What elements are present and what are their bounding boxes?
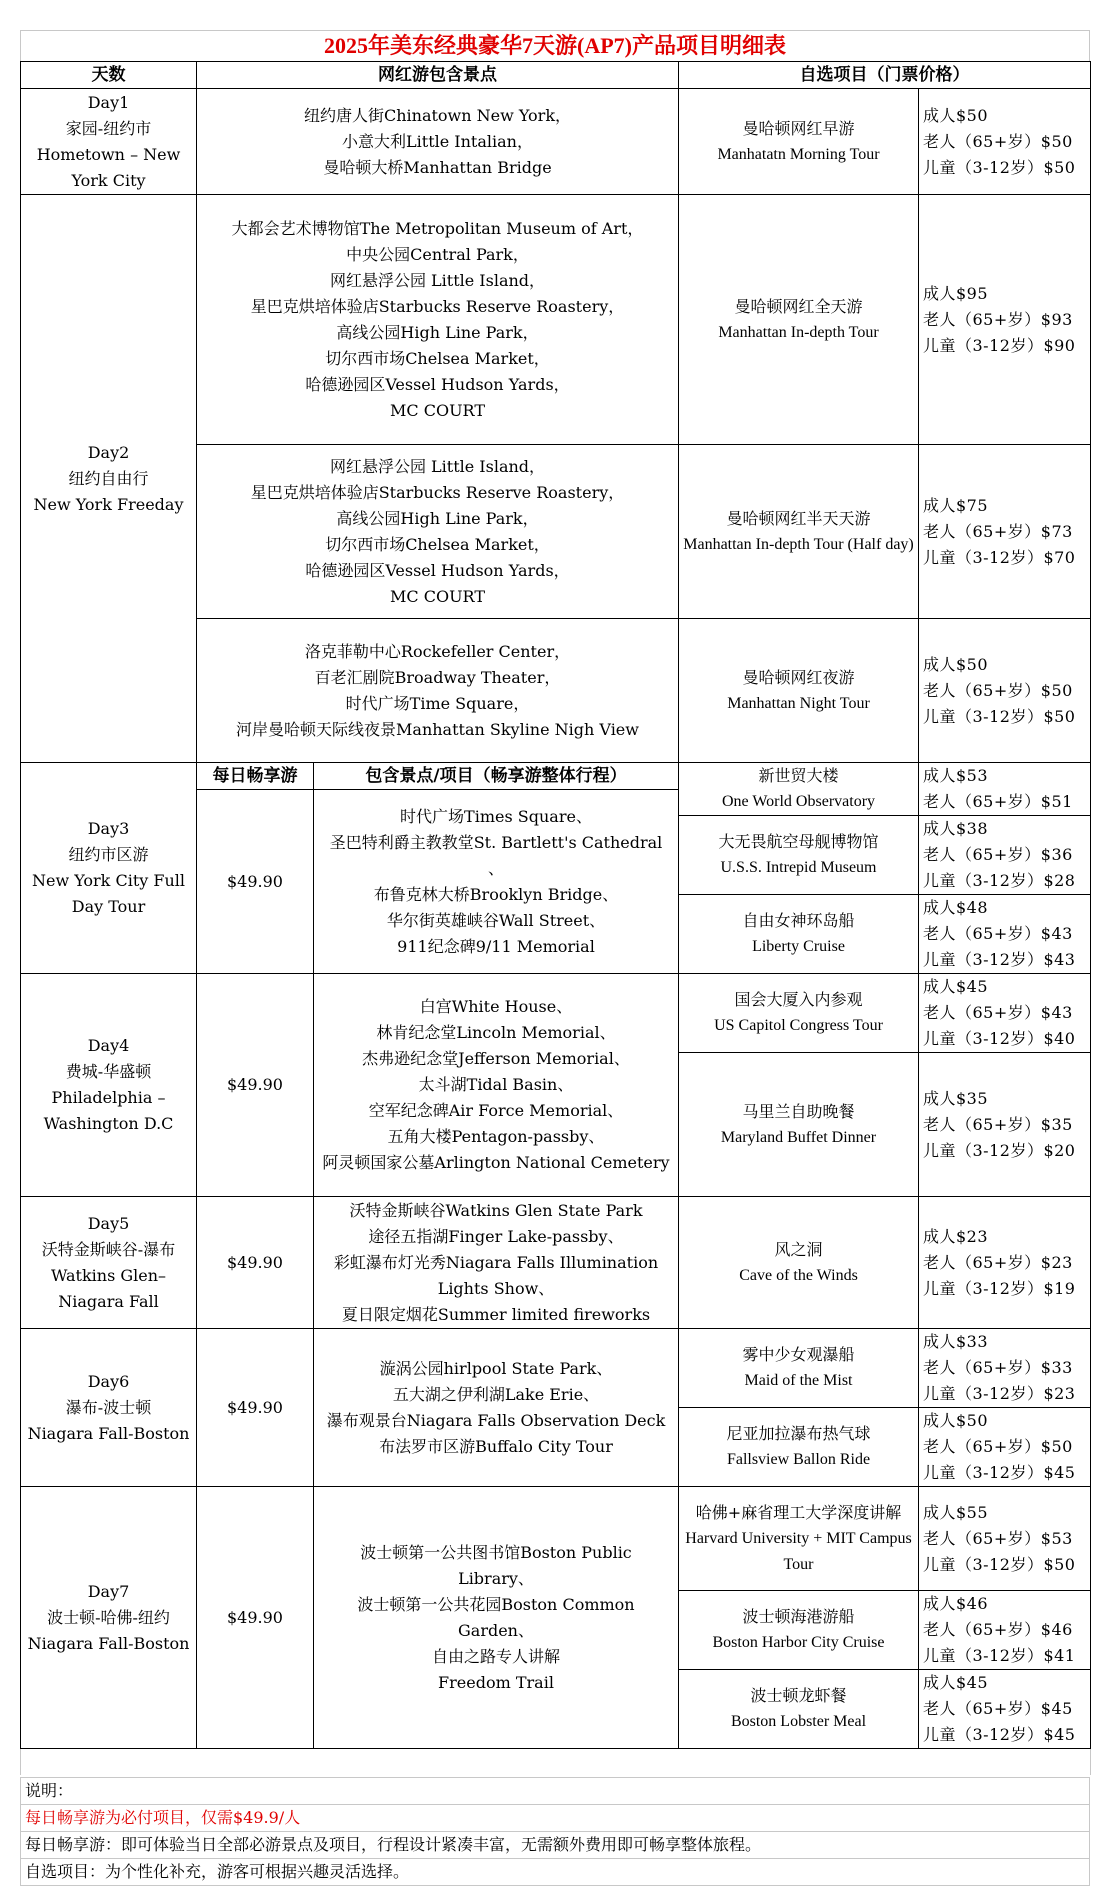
text-line: 圣巴特利爵主教教堂St. Bartlett's Cathedral — [329, 832, 663, 852]
text-line: 高线公园High Line Park， — [336, 322, 539, 342]
text-line: 成人$55 — [923, 1502, 989, 1522]
option-cell — [679, 445, 919, 619]
option-name-cn: 风之洞 — [774, 1239, 823, 1259]
ticket-prices — [919, 1329, 1091, 1408]
option-cell — [679, 974, 919, 1053]
day-cell — [21, 1197, 197, 1329]
text-line: 小意大利Little Intalian， — [342, 131, 533, 151]
text-line: 儿童（3-12岁）$23 — [923, 1384, 1076, 1403]
text-line: 儿童（3-12岁）$50 — [923, 706, 1076, 726]
text-line: 成人$75 — [923, 495, 989, 515]
option-name-en: Manhattan Night Tour — [727, 694, 870, 712]
text-line: 星巴克烘培体验店Starbucks Reserve Roastery， — [250, 482, 625, 502]
option-name-cn: 曼哈顿网红早游 — [742, 118, 855, 138]
text-line: Hometown – New — [36, 144, 181, 164]
text-line: 星巴克烘培体验店Starbucks Reserve Roastery， — [250, 296, 625, 316]
day1-row — [21, 89, 1091, 195]
blank-row — [21, 1749, 1091, 1776]
text-line: Garden、 — [458, 1620, 534, 1640]
text-line: 布法罗市区游Buffalo City Tour — [379, 1436, 613, 1456]
option-name-cn: 哈佛+麻省理工大学深度讲解 — [695, 1502, 902, 1522]
text-line: 成人$50 — [923, 1411, 989, 1430]
text-line: 费城-华盛顿 — [65, 1062, 152, 1081]
text-line: 百老汇剧院Broadway Theater， — [314, 667, 561, 687]
text-line: 成人$45 — [923, 1673, 989, 1692]
ticket-prices — [919, 1670, 1091, 1749]
ticket-prices — [919, 974, 1091, 1053]
header-spots: 网红游包含景点 — [197, 62, 679, 89]
text-line: 老人（65+岁）$33 — [923, 1358, 1073, 1377]
text-line: 时代广场Times Square、 — [400, 806, 592, 826]
text-line: 成人$50 — [923, 654, 989, 674]
option-cell — [679, 195, 919, 445]
ticket-prices — [919, 895, 1091, 974]
day-cell — [21, 195, 197, 763]
text-line: 华尔街英雄峡谷Wall Street、 — [386, 910, 606, 930]
spots-cell — [314, 1329, 679, 1487]
text-line: 五角大楼Pentagon-passby、 — [387, 1127, 605, 1146]
text-line: Philadelphia – — [51, 1088, 166, 1107]
option-cell — [679, 1487, 919, 1591]
ticket-prices — [919, 1053, 1091, 1197]
text-line: 网红悬浮公园 Little Island， — [329, 456, 546, 476]
ticket-prices — [919, 1591, 1091, 1670]
option-name-en: Cave of the Winds — [739, 1266, 858, 1284]
text-line: 成人$33 — [923, 1332, 989, 1351]
header-day: 天数 — [21, 62, 197, 89]
text-line: 、 — [487, 858, 504, 878]
text-line: Day5 — [87, 1213, 130, 1233]
text-line: 老人（65+岁）$45 — [923, 1699, 1073, 1718]
text-line: 老人（65+岁）$50 — [923, 1437, 1073, 1456]
text-line: Washington D.C — [43, 1114, 174, 1133]
ticket-prices — [919, 1408, 1091, 1487]
text-line: 老人（65+岁）$93 — [923, 309, 1073, 329]
option-name-cn: 波士顿海港游船 — [742, 1607, 855, 1626]
text-line: 瀑布观景台Niagara Falls Observation Deck — [326, 1410, 666, 1430]
option-name-cn: 尼亚加拉瀑布热气球 — [726, 1424, 871, 1443]
text-line: 沃特金斯峡谷Watkins Glen State Park — [349, 1200, 643, 1220]
option-name-en: Maryland Buffet Dinner — [720, 1128, 877, 1146]
text-line: Watkins Glen– — [50, 1265, 167, 1285]
spots-cell — [314, 974, 679, 1197]
text-line: Niagara Fall-Boston — [27, 1423, 190, 1443]
text-line: 儿童（3-12岁）$45 — [923, 1463, 1076, 1482]
ticket-prices — [919, 816, 1091, 895]
text-line: 漩涡公园hirlpool State Park、 — [379, 1358, 613, 1378]
option-cell — [679, 816, 919, 895]
text-line: 老人（65+岁）$51 — [923, 792, 1073, 811]
text-line: 五大湖之伊利湖Lake Erie、 — [392, 1384, 600, 1404]
text-line: 哈德逊园区Vessel Hudson Yards， — [305, 374, 570, 394]
day-cell — [21, 1487, 197, 1749]
daily-price: $49.90 — [197, 1329, 314, 1487]
ticket-prices — [919, 89, 1091, 195]
text-line: 彩虹瀑布灯光秀Niagara Falls Illumination — [333, 1252, 659, 1272]
text-line: 空军纪念碑Air Force Memorial、 — [368, 1101, 624, 1120]
text-line: 老人（65+岁）$23 — [923, 1252, 1073, 1272]
text-line: 老人（65+岁）$35 — [923, 1114, 1073, 1134]
text-line: Freedom Trail — [438, 1672, 554, 1692]
text-line: 成人$50 — [923, 105, 989, 125]
text-line: 林肯纪念堂Lincoln Memorial、 — [376, 1023, 616, 1042]
ticket-prices — [919, 763, 1091, 816]
day5-row — [21, 1197, 1091, 1329]
day-cell — [21, 763, 197, 974]
text-line: 高线公园High Line Park， — [336, 508, 539, 528]
spots-cell — [197, 619, 679, 763]
option-name-cn: 自由女神环岛船 — [742, 911, 855, 930]
text-line: 曼哈顿大桥Manhattan Bridge — [323, 157, 552, 177]
text-line: 成人$95 — [923, 283, 989, 303]
day4-row-a — [21, 974, 1091, 1053]
text-line: 成人$45 — [923, 977, 989, 996]
text-line: 911纪念碑9/11 Memorial — [397, 936, 595, 956]
text-line: Day4 — [87, 1036, 130, 1055]
text-line: 布鲁克林大桥Brooklyn Bridge、 — [373, 884, 619, 904]
text-line: 儿童（3-12岁）$50 — [923, 157, 1076, 177]
option-name-en: One World Observatory — [721, 793, 876, 810]
text-line: 儿童（3-12岁）$19 — [923, 1278, 1076, 1298]
text-line: 儿童（3-12岁）$28 — [923, 871, 1076, 890]
text-line: 夏日限定烟花Summer limited fireworks — [341, 1304, 651, 1324]
option-name-cn: 波士顿龙虾餐 — [750, 1686, 847, 1705]
text-line: 时代广场Time Square， — [345, 693, 530, 713]
text-line: 老人（65+岁）$50 — [923, 680, 1073, 700]
text-line: 瀑布-波士顿 — [65, 1397, 152, 1417]
text-line: Day Tour — [71, 897, 146, 916]
text-line: York City — [71, 170, 146, 190]
notes-label: 说明： — [20, 1777, 1090, 1805]
text-line: 大都会艺术博物馆The Metropolitan Museum of Art， — [231, 218, 644, 238]
option-cell — [679, 1053, 919, 1197]
daily-price: $49.90 — [197, 974, 314, 1197]
option-name-cn: 马里兰自助晚餐 — [742, 1101, 855, 1121]
notes — [20, 1777, 1090, 1886]
text-line: Lights Show、 — [437, 1278, 555, 1298]
text-line: 成人$53 — [923, 766, 989, 785]
text-line: Day1 — [87, 92, 130, 112]
text-line: 纽约市区游 — [68, 845, 149, 864]
text-line: 波士顿第一公共花园Boston Common — [357, 1594, 635, 1614]
option-cell — [679, 89, 919, 195]
ticket-prices — [919, 445, 1091, 619]
text-line: 儿童（3-12岁）$90 — [923, 335, 1076, 355]
option-name-cn: 新世贸大楼 — [758, 766, 839, 785]
spots-cell — [314, 790, 679, 974]
option-name-cn: 雾中少女观瀑船 — [742, 1345, 855, 1364]
text-line: 儿童（3-12岁）$43 — [923, 950, 1076, 969]
text-line: 白宫White House、 — [419, 997, 573, 1016]
text-line: New York City Full — [31, 871, 186, 890]
blank-cell — [21, 1749, 1091, 1776]
notes-daily: 每日畅享游：即可体验当日全部必游景点及项目，行程设计紧凑丰富，无需额外费用即可畅享整体旅程。 — [20, 1832, 1090, 1859]
text-line: MC COURT — [390, 400, 485, 420]
text-line: 儿童（3-12岁）$40 — [923, 1029, 1076, 1048]
ticket-prices — [919, 195, 1091, 445]
option-name-cn: 曼哈顿网红夜游 — [742, 667, 855, 687]
text-line: 沃特金斯峡谷-瀑布 — [41, 1239, 176, 1259]
spots-cell — [314, 1487, 679, 1749]
text-line: 波士顿第一公共图书馆Boston Public — [360, 1542, 632, 1562]
text-line: 波士顿-哈佛-纽约 — [47, 1607, 170, 1627]
option-name-en: Boston Harbor City Cruise — [712, 1634, 885, 1651]
notes-optional: 自选项目：为个性化补充，游客可根据兴趣灵活选择。 — [20, 1859, 1090, 1886]
text-line: 儿童（3-12岁）$45 — [923, 1725, 1076, 1744]
option-name-en: Fallsview Ballon Ride — [726, 1451, 871, 1468]
option-name-cn: 曼哈顿网红半天天游 — [726, 508, 871, 528]
day-cell — [21, 89, 197, 195]
day-cell — [21, 1329, 197, 1487]
option-name-en: Harvard University + MIT Campus Tour — [685, 1529, 912, 1573]
option-cell — [679, 1408, 919, 1487]
option-name-en: Manhatatn Morning Tour — [717, 145, 880, 163]
text-line: Day2 — [87, 442, 130, 462]
text-line: 阿灵顿国家公墓Arlington National Cemetery — [322, 1153, 670, 1172]
option-name-en: U.S.S. Intrepid Museum — [720, 859, 877, 876]
text-line: 纽约唐人街Chinatown New York， — [303, 105, 572, 125]
daily-tour-header: 每日畅享游 — [197, 763, 314, 790]
text-line: 切尔西市场Chelsea Market， — [325, 534, 550, 554]
option-name-en: Manhattan In-depth Tour — [718, 323, 879, 341]
text-line: 途径五指湖Finger Lake-passby、 — [368, 1226, 624, 1246]
option-cell — [679, 1591, 919, 1670]
spots-cell — [197, 445, 679, 619]
spots-cell — [314, 1197, 679, 1329]
text-line: 网红悬浮公园 Little Island， — [329, 270, 546, 290]
text-line: 儿童（3-12岁）$70 — [923, 547, 1076, 567]
daily-price: $49.90 — [197, 790, 314, 974]
text-line: 老人（65+岁）$50 — [923, 131, 1073, 151]
day6-row-a — [21, 1329, 1091, 1408]
text-line: 哈德逊园区Vessel Hudson Yards， — [305, 560, 570, 580]
text-line: 成人$48 — [923, 898, 989, 917]
text-line: 老人（65+岁）$53 — [923, 1528, 1073, 1548]
ticket-prices — [919, 1197, 1091, 1329]
option-name-cn: 曼哈顿网红全天游 — [734, 296, 863, 316]
option-name-en: US Capitol Congress Tour — [714, 1017, 883, 1034]
text-line: 切尔西市场Chelsea Market， — [325, 348, 550, 368]
text-line: 老人（65+岁）$43 — [923, 924, 1073, 943]
day3-row-a — [21, 763, 1091, 790]
text-line: 成人$35 — [923, 1088, 989, 1108]
option-name-cn: 国会大厦入内参观 — [734, 990, 863, 1009]
option-cell — [679, 895, 919, 974]
daily-price: $49.90 — [197, 1197, 314, 1329]
text-line: 儿童（3-12岁）$50 — [923, 1554, 1076, 1574]
day7-row-a — [21, 1487, 1091, 1591]
option-name-en: Liberty Cruise — [752, 938, 845, 955]
ticket-prices — [919, 1487, 1091, 1591]
text-line: 自由之路专人讲解 — [431, 1646, 560, 1666]
text-line: 杰弗逊纪念堂Jefferson Memorial、 — [362, 1049, 630, 1068]
itinerary-sheet — [20, 30, 1090, 1886]
option-name-en: Boston Lobster Meal — [730, 1713, 867, 1730]
text-line: Day7 — [87, 1581, 130, 1601]
spots-cell — [197, 195, 679, 445]
option-name-en: Maid of the Mist — [744, 1372, 853, 1389]
text-line: 成人$38 — [923, 819, 989, 838]
option-cell — [679, 763, 919, 816]
page-title: 2025年美东经典豪华7天游(AP7)产品项目明细表 — [20, 30, 1090, 61]
text-line: 儿童（3-12岁）$41 — [923, 1646, 1076, 1665]
text-line: Niagara Fall-Boston — [27, 1633, 190, 1653]
text-line: 家园-纽约市 — [65, 118, 152, 138]
daily-content-header: 包含景点/项目（畅享游整体行程） — [314, 763, 679, 790]
option-name-cn: 大无畏航空母舰博物馆 — [718, 832, 879, 851]
text-line: Day6 — [87, 1371, 130, 1391]
text-line: MC COURT — [390, 586, 485, 606]
text-line: 洛克菲勒中心Rockefeller Center， — [304, 641, 571, 661]
spots-cell — [197, 89, 679, 195]
option-cell — [679, 1670, 919, 1749]
header-options: 自选项目（门票价格） — [679, 62, 1091, 89]
daily-price: $49.90 — [197, 1487, 314, 1749]
text-line: 儿童（3-12岁）$20 — [923, 1140, 1076, 1160]
day2-row-a — [21, 195, 1091, 445]
text-line: 河岸曼哈顿天际线夜景Manhattan Skyline Nigh View — [236, 719, 639, 739]
option-cell — [679, 1197, 919, 1329]
text-line: 老人（65+岁）$43 — [923, 1003, 1073, 1022]
text-line: 成人$46 — [923, 1594, 989, 1613]
option-name-en: Manhattan In-depth Tour (Half day) — [683, 535, 914, 553]
text-line: 太斗湖Tidal Basin、 — [418, 1075, 574, 1094]
ticket-prices — [919, 619, 1091, 763]
text-line: 老人（65+岁）$46 — [923, 1620, 1073, 1639]
header-row — [21, 62, 1091, 89]
text-line: Niagara Fall — [58, 1291, 159, 1311]
notes-required: 每日畅享游为必付项目，仅需$49.9/人 — [20, 1805, 1090, 1832]
text-line: 老人（65+岁）$73 — [923, 521, 1073, 541]
text-line: Day3 — [87, 819, 130, 838]
itinerary-table — [20, 61, 1091, 1775]
text-line: 成人$23 — [923, 1226, 989, 1246]
text-line: New York Freeday — [33, 494, 184, 514]
day-cell — [21, 974, 197, 1197]
text-line: 老人（65+岁）$36 — [923, 845, 1073, 864]
text-line: Library、 — [458, 1568, 534, 1588]
option-cell — [679, 1329, 919, 1408]
option-cell — [679, 619, 919, 763]
text-line: 纽约自由行 — [68, 468, 149, 488]
text-line: 中央公园Central Park， — [346, 244, 529, 264]
